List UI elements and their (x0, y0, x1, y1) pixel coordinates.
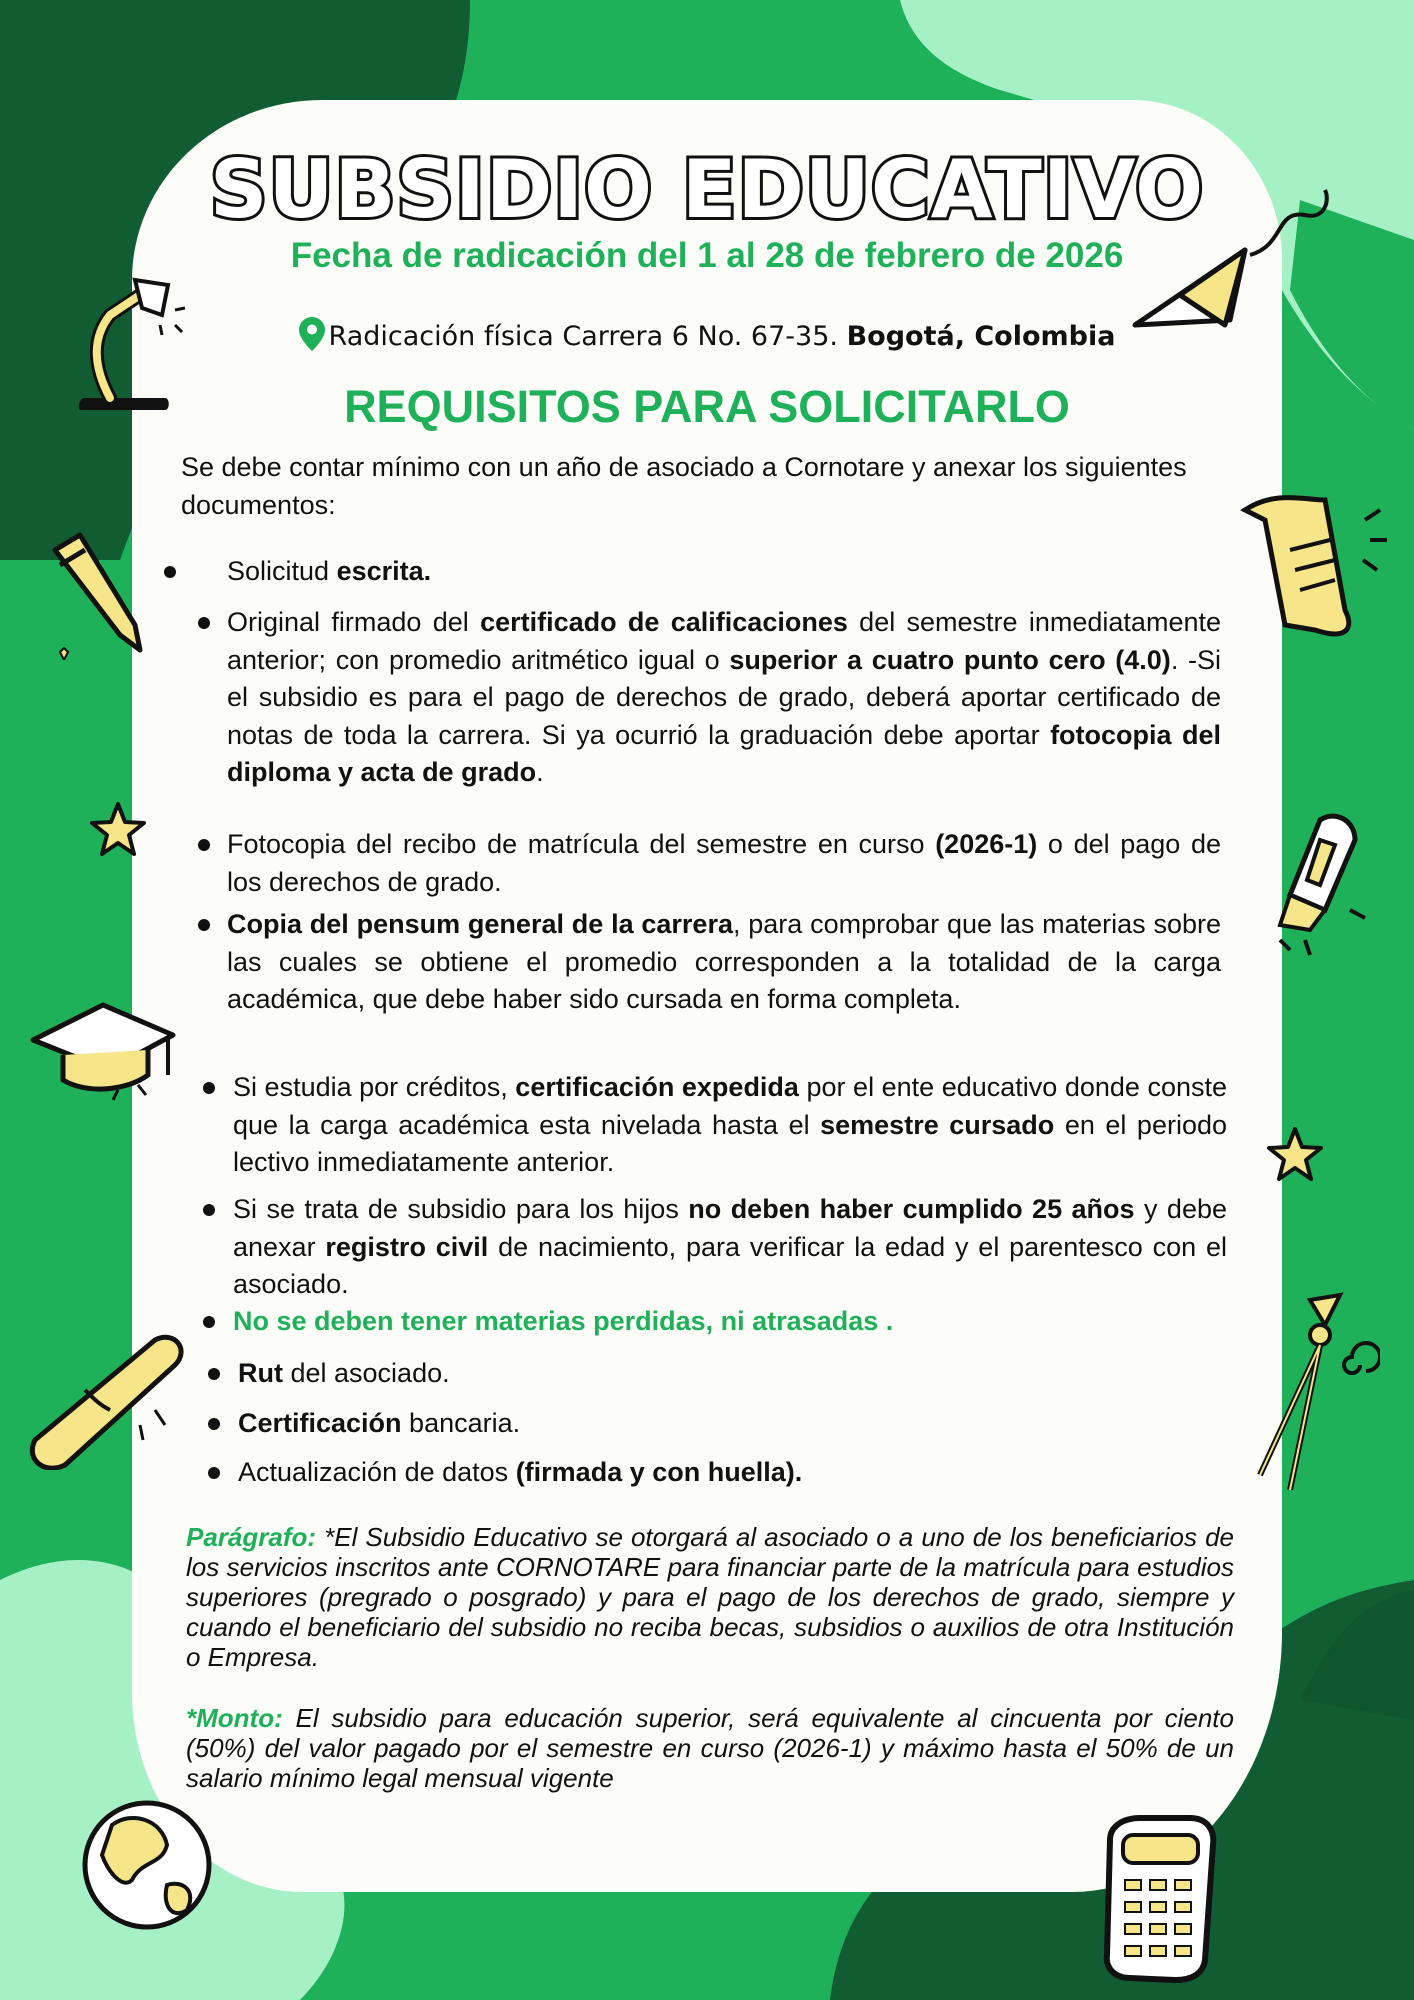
monto-text: El subsidio para educación superior, será equivalente al cincuenta por ciento (50%) del valor pagado por el semestre en curso (2026-1) y máximo hasta el 50% de un salario mínimo legal mensual vigente (186, 1703, 1234, 1793)
bullet-icon (198, 919, 210, 931)
bullet-icon (208, 1368, 220, 1380)
paragrafo-text: *El Subsidio Educativo se otorgará al asociado o a uno de los beneficiarios de los servicios inscritos ante CORNOTARE para financiar parte de la matrícula para estudios superiores (pregrado o posgrado) y para el pago de los derechos de grado, siempre y cuando el beneficiario del subsidio no reciba becas, subsidios o auxilios de otra Institución o Empresa. (186, 1522, 1234, 1672)
bullet-icon (208, 1467, 220, 1479)
bullet-icon (203, 1082, 215, 1094)
list-item: Rut del asociado. (181, 1355, 1227, 1393)
list-item: No se deben tener materias perdidas, ni atrasadas . (181, 1303, 1227, 1341)
bullet-icon (208, 1418, 220, 1430)
address-prefix: Radicación física Carrera 6 No. 67-35. (328, 321, 838, 352)
list-item: Original firmado del certificado de calificaciones del semestre inmediatamente anterior; con promedio aritmético igual o superior a cuatro punto cero (4.0). -Si el subsidio es para el pago de derechos de grado, deberá aportar certificado de notas de toda la carrera. Si ya ocurrió la graduación debe aportar fotocopia del diploma y acta de grado. (181, 604, 1221, 792)
list-item: Fotocopia del recibo de matrícula del semestre en curso (2026-1) o del pago de los derechos de grado. (181, 826, 1221, 901)
monto-note (186, 1703, 1234, 1793)
location-pin-icon (299, 317, 325, 351)
list-item: Actualización de datos (firmada y con huella). (181, 1454, 1227, 1492)
list-item: Si estudia por créditos, certificación expedida por el ente educativo donde conste que la carga académica esta nivelada hasta el semestre cursado en el periodo lectivo inmediatamente anterior. (181, 1069, 1227, 1182)
list-item: Copia del pensum general de la carrera, para comprobar que las materias sobre las cuales se obtiene el promedio corresponden a la totalidad de la carga académica, que debe haber sido cursada en forma completa. (181, 906, 1221, 1019)
list-item: Solicitud escrita. (181, 553, 1221, 591)
list-item: Certificación bancaria. (181, 1405, 1227, 1443)
bullet-icon (198, 839, 210, 851)
monto-label: *Monto: (186, 1703, 283, 1733)
requirements-title: REQUISITOS PARA SOLICITARLO (344, 381, 1070, 432)
bullet-icon (203, 1316, 215, 1328)
bullet-icon (198, 617, 210, 629)
list-item: Si se trata de subsidio para los hijos no deben haber cumplido 25 años y debe anexar registro civil de nacimiento, para verificar la edad y el parentesco con el asociado. (181, 1191, 1227, 1304)
address-city: Bogotá, Colombia (846, 321, 1116, 352)
address-line (0, 317, 1414, 352)
bullet-icon (164, 566, 176, 578)
bullet-icon (203, 1204, 215, 1216)
paragrafo-label: Parágrafo: (186, 1522, 317, 1552)
page-title: SUBSIDIO EDUCATIVO (209, 143, 1205, 236)
paragrafo-note (186, 1522, 1234, 1672)
submission-date: Fecha de radicación del 1 al 28 de febrero de 2026 (290, 236, 1124, 275)
requirements-intro: Se debe contar mínimo con un año de asociado a Cornotare y anexar los siguientes documentos: (181, 452, 1187, 520)
